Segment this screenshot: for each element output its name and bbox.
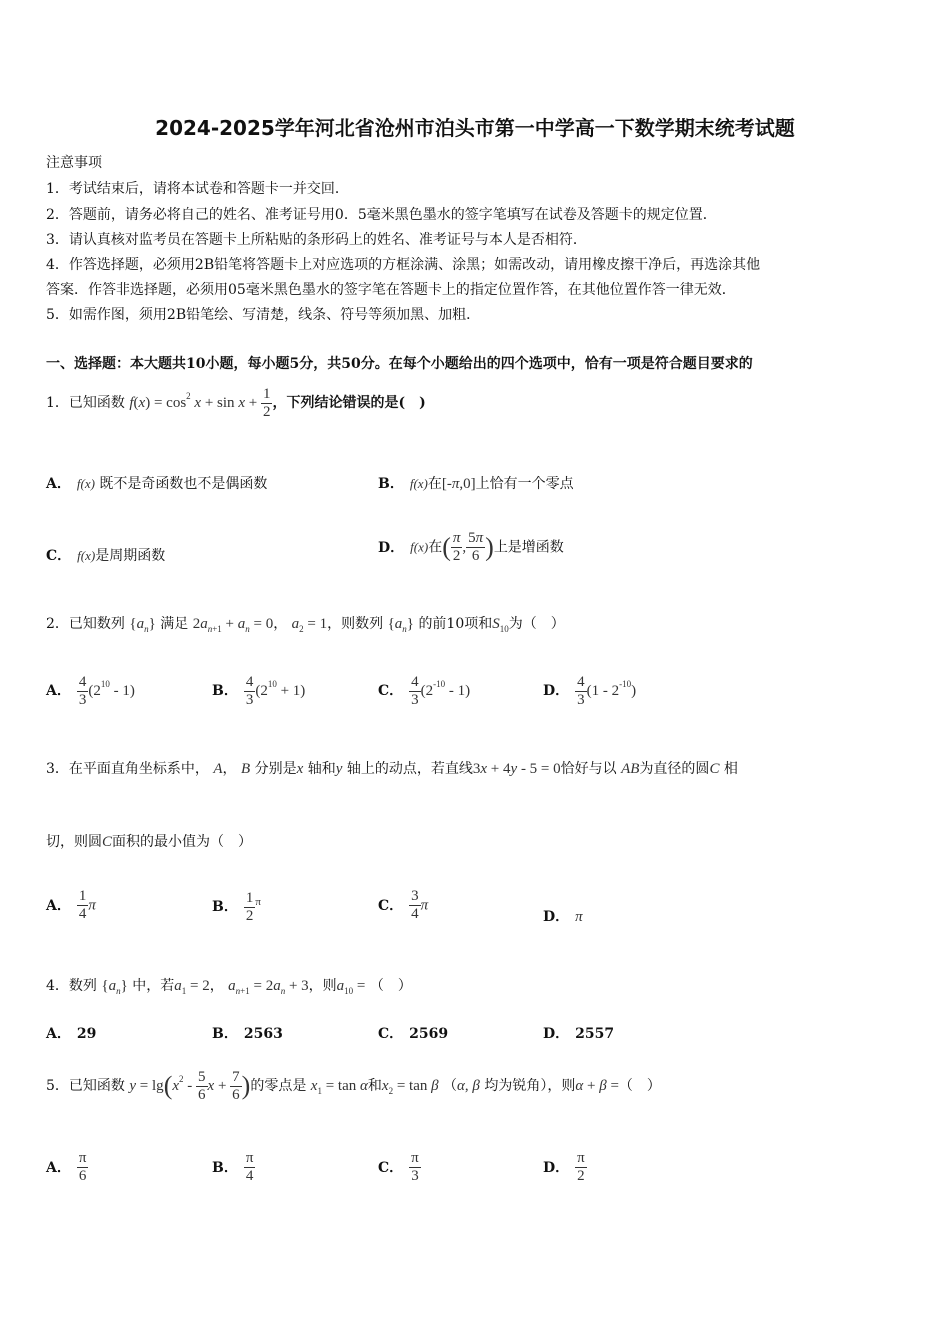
math-formula: $x_2 = \tan \beta$: [381, 1078, 439, 1096]
option-c[interactable]: [378, 670, 470, 709]
question-text: 轴上的动点，若直线: [346, 761, 473, 777]
option-d[interactable]: [543, 903, 583, 931]
math-fraction: $\frac{3}{4}$: [411, 888, 419, 922]
option-text: 2569: [409, 1026, 449, 1042]
question-text: 为（ ）: [508, 616, 565, 632]
math-fraction: $\frac{\pi}{2}$: [577, 1150, 585, 1184]
option-label: B．: [212, 1026, 238, 1042]
math-formula: f(x): [76, 476, 95, 491]
math-fraction: $\frac{7}{6}$: [232, 1068, 240, 1103]
option-text: 2557: [575, 1026, 615, 1042]
notice-item: 5．如需作图，须用2B铅笔绘、写清楚，线条、符号等须加黑、加粗．: [46, 307, 481, 323]
question-text: 相: [723, 761, 738, 777]
question-3: [46, 755, 738, 783]
question-text: （ ）: [369, 978, 412, 994]
question-text: ，下列结论错误的是( ): [272, 395, 426, 411]
math-fraction: $\frac{\pi}{4}$: [245, 1150, 254, 1184]
option-d[interactable]: [543, 670, 636, 709]
question-text: 已知函数: [68, 395, 125, 411]
question-text: ，则数列: [327, 616, 384, 632]
option-label: A．: [46, 1026, 71, 1042]
math-fraction: $\frac{\pi}{2}$: [452, 530, 461, 564]
question-text: 数列: [68, 978, 97, 994]
notice-item: 1．考试结束后，请将本试卷和答题卡一并交回．: [46, 181, 349, 197]
notice-item: 答案．作答非选择题，必须用05毫米黑色墨水的签字笔在答题卡上的指定位置作答，在其他位置作答一律无效．: [46, 282, 736, 298]
question-number: 5．: [46, 1078, 69, 1094]
option-label: C．: [46, 548, 72, 564]
option-b[interactable]: [212, 888, 261, 925]
notice-item: 2．答题前，请务必将自己的姓名、准考证号用0．5毫米黑色墨水的签字笔填写在试卷及答题卡的规定位置．: [46, 207, 717, 223]
math-formula: y = lg: [129, 1078, 164, 1094]
math-fraction: $\frac{\pi}{6}$: [78, 1150, 87, 1184]
math-formula: (: [133, 395, 139, 411]
question-text: （ ）: [618, 1078, 661, 1094]
math-formula: C: [709, 761, 720, 777]
option-a[interactable]: [46, 470, 267, 498]
math-formula: +: [244, 395, 261, 411]
option-c[interactable]: [378, 1020, 448, 1048]
math-formula: + sin: [201, 395, 239, 411]
math-formula: [-π,0]: [441, 476, 476, 492]
math-formula: $a_{10}$ =: [336, 978, 366, 996]
option-text: 在: [427, 476, 442, 492]
question-text: 均为锐角），则: [484, 1078, 576, 1094]
question-text: 中，若: [132, 978, 175, 994]
math-fraction: $\frac{5}{6}$: [198, 1068, 206, 1103]
math-formula: (: [163, 1071, 173, 1100]
math-fraction: $\frac{1}{2}$: [245, 889, 254, 924]
math-formula: C: [102, 834, 113, 850]
question-number: 3．: [46, 761, 69, 777]
option-label: D．: [378, 539, 405, 556]
math-formula: π: [575, 909, 583, 925]
option-c[interactable]: [46, 542, 165, 570]
question-text: 面积的最小值为（ ）: [112, 834, 253, 850]
option-label: C．: [378, 1159, 404, 1176]
math-formula: $\{a_n\}$: [101, 978, 128, 996]
question-text: 为直径的圆: [639, 761, 710, 777]
math-formula: $x^2$ -: [172, 1074, 197, 1094]
option-label: B．: [378, 476, 404, 492]
math-formula: x: [138, 395, 146, 411]
question-text: ，则: [308, 978, 337, 994]
question-text: 恰好与以: [560, 761, 617, 777]
option-text: 是周期函数: [95, 548, 166, 564]
math-formula: π: [420, 897, 429, 914]
option-label: C．: [378, 1026, 404, 1042]
math-formula: ): [241, 1071, 251, 1100]
question-text: 已知函数: [68, 1078, 125, 1094]
page-title: 2024-2025学年河北省沧州市泊头市第一中学高一下数学期末统考试题: [155, 116, 795, 140]
question-text: ，: [273, 616, 288, 632]
question-text: 分别是: [254, 761, 297, 777]
option-label: C．: [378, 897, 404, 914]
option-b[interactable]: [212, 1150, 255, 1185]
question-5: [46, 1065, 661, 1105]
option-label: C．: [378, 683, 404, 699]
math-formula: $(1 - 2^{-10})$: [586, 679, 637, 699]
option-c[interactable]: [378, 888, 428, 923]
question-text: 的零点是: [250, 1078, 307, 1094]
option-text: 29: [76, 1026, 97, 1042]
question-text: 切，则圆: [46, 834, 102, 850]
option-text: 上恰有一个零点: [475, 476, 574, 492]
question-text: 满足: [160, 616, 189, 632]
math-fraction: $\frac{5\pi}{6}$: [468, 530, 484, 564]
option-label: D．: [543, 909, 570, 925]
option-text: 2563: [243, 1026, 283, 1042]
question-text: 和: [367, 1078, 382, 1094]
math-formula: x: [238, 395, 245, 411]
option-a[interactable]: [46, 888, 96, 923]
math-formula: f(x): [409, 476, 428, 491]
math-formula: x +: [207, 1078, 231, 1094]
question-text: 在平面直角坐标系中，: [68, 761, 209, 777]
option-c[interactable]: [378, 1150, 421, 1185]
option-label: D．: [543, 1159, 570, 1176]
option-b[interactable]: [212, 670, 305, 709]
math-formula: π: [255, 896, 261, 908]
question-text: 已知数列: [68, 616, 125, 632]
question-1: [46, 382, 426, 421]
math-formula: x: [194, 395, 202, 411]
math-formula: ) = $\cos^2$: [145, 391, 191, 411]
option-label: D．: [543, 683, 570, 699]
question-text: 的前10项和: [418, 616, 493, 632]
question-number: 4．: [46, 978, 69, 994]
option-d[interactable]: [543, 1150, 587, 1185]
math-formula: x: [296, 761, 304, 777]
math-formula: f(x): [77, 548, 96, 563]
math-formula: $(2^{10} + 1)$: [255, 679, 306, 699]
math-fraction: $\frac{4}{3}$: [411, 673, 419, 708]
option-label: A．: [46, 1159, 71, 1176]
math-formula: ): [485, 532, 494, 562]
math-formula: B: [241, 761, 251, 777]
question-number: 2．: [46, 616, 69, 632]
math-fraction: $\frac{4}{3}$: [245, 673, 254, 708]
math-formula: (: [442, 532, 451, 562]
math-formula: $x_1 = \tan \alpha$: [310, 1078, 368, 1096]
math-fraction: $\frac{\pi}{3}$: [411, 1150, 419, 1184]
math-formula: $a_1 = 2$: [174, 978, 210, 996]
math-formula: AB: [621, 761, 640, 777]
question-text: ，: [222, 761, 237, 777]
option-label: D．: [543, 1026, 570, 1042]
notice-item: 4．作答选择题，必须用2B铅笔将答题卡上对应选项的方框涂满、涂黑；如需改动，请用橡皮擦干净后，再选涂其他: [46, 257, 761, 273]
notice-item: 3．请认真核对监考员在答题卡上所粘贴的条形码上的姓名、准考证号与本人是否相符．: [46, 232, 587, 248]
question-text: ，: [209, 978, 224, 994]
math-formula: ,: [462, 539, 467, 556]
question-text: 轴和: [307, 761, 336, 777]
math-formula: y: [335, 761, 343, 777]
math-formula: $\{a_n\}$: [129, 616, 156, 634]
option-label: B．: [212, 1159, 238, 1176]
math-formula: $(2^{10} - 1)$: [88, 679, 135, 699]
question-text: （: [443, 1078, 458, 1094]
option-a[interactable]: [46, 1150, 88, 1185]
math-formula: $2a_{n+1} + a_n = 0$: [192, 616, 274, 634]
math-formula: $(2^{-10} - 1)$: [420, 679, 471, 699]
math-formula: 3x + 4y - 5 = 0: [472, 761, 561, 777]
option-label: B．: [212, 899, 238, 915]
notice-heading: 注意事项: [46, 155, 102, 171]
option-label: A．: [46, 897, 71, 914]
math-formula: $\{a_n\}$: [387, 616, 414, 634]
math-formula: A: [213, 761, 223, 777]
option-text: 在: [428, 539, 443, 556]
option-a[interactable]: [46, 1020, 96, 1048]
question-4: [46, 972, 412, 1005]
section-heading: 一、选择题：本大题共10小题，每小题5分，共50分。在每个小题给出的四个选项中，恰有一项是符合题目要求的: [46, 356, 753, 372]
math-fraction: $\frac{1}{2}$: [262, 385, 271, 420]
math-formula: f(x): [410, 539, 429, 555]
math-formula: $S_{10}$: [492, 616, 509, 634]
math-formula: π: [88, 897, 96, 914]
option-b[interactable]: [378, 470, 574, 498]
option-label: A．: [46, 683, 71, 699]
math-fraction: $\frac{4}{3}$: [577, 673, 585, 708]
question-3-continued: [46, 828, 252, 856]
option-label: B．: [212, 683, 238, 699]
math-formula: $a_{n+1} = 2a_n + 3$: [228, 978, 309, 996]
option-text: 既不是奇函数也不是偶函数: [99, 476, 268, 492]
question-number: 1．: [46, 395, 69, 411]
math-formula: α, β: [457, 1078, 480, 1094]
option-d[interactable]: [378, 530, 564, 565]
question-2: [46, 610, 565, 643]
math-formula: f: [129, 395, 134, 411]
math-fraction: $\frac{1}{4}$: [78, 888, 87, 922]
option-label: A．: [46, 476, 71, 492]
option-a[interactable]: [46, 670, 135, 709]
option-text: 上是增函数: [493, 539, 564, 556]
math-formula: α + β =: [575, 1078, 619, 1094]
option-d[interactable]: [543, 1020, 614, 1048]
math-fraction: $\frac{4}{3}$: [78, 673, 87, 708]
option-b[interactable]: [212, 1020, 283, 1048]
math-formula: $a_2 = 1$: [291, 616, 328, 634]
